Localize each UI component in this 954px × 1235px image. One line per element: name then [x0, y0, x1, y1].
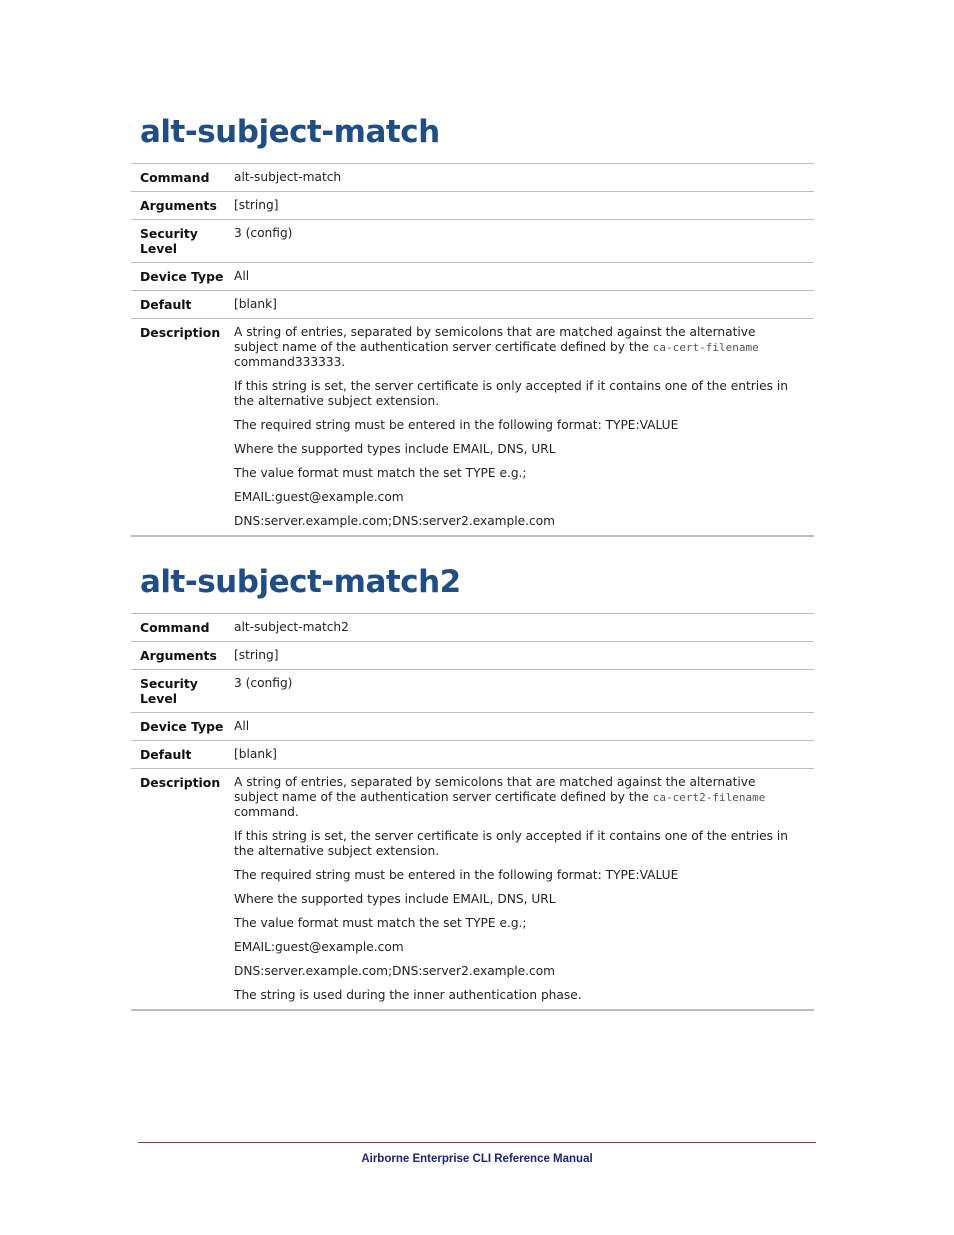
row-label	[131, 220, 234, 262]
row-label-line: Security	[140, 676, 198, 691]
description-paragraph: DNS:server.example.com;DNS:server2.example.com	[234, 514, 556, 528]
description-text: A string of entries, separated by semicolons that are matched against the alternative subject name of the authentication server certificate defined by the	[234, 775, 756, 804]
row-label-line: Security	[140, 226, 198, 241]
row-label	[131, 670, 234, 712]
footer-divider	[138, 1142, 816, 1143]
row-value: [blank]	[234, 297, 277, 311]
table-row	[131, 669, 814, 712]
description-paragraph	[234, 325, 802, 370]
table-row	[131, 290, 814, 318]
row-value: 3 (config)	[234, 226, 293, 240]
row-value: All	[234, 719, 250, 733]
description-value	[234, 769, 814, 1009]
row-value: alt-subject-match2	[234, 620, 349, 634]
row-value: 3 (config)	[234, 676, 293, 690]
table-row	[131, 641, 814, 669]
row-label-line: Level	[140, 691, 178, 706]
row-label: Device Type	[140, 269, 224, 284]
row-label: Description	[140, 325, 221, 340]
table-row	[131, 219, 814, 262]
table-row	[131, 614, 814, 641]
row-label-line: Level	[140, 241, 178, 256]
description-text: command.	[234, 805, 299, 819]
description-paragraph: DNS:server.example.com;DNS:server2.example.com	[234, 964, 556, 978]
row-label: Command	[140, 620, 210, 635]
row-value: [blank]	[234, 747, 277, 761]
table-row	[131, 262, 814, 290]
row-value: All	[234, 269, 250, 283]
row-label: Default	[140, 297, 192, 312]
row-value: [string]	[234, 648, 279, 662]
table-row	[131, 768, 814, 1009]
description-text: A string of entries, separated by semicolons that are matched against the alternative subject name of the authentication server certificate defined by the	[234, 325, 756, 354]
description-paragraph: The value format must match the set TYPE e.g.;	[234, 916, 527, 930]
section-title: alt-subject-match2	[140, 564, 461, 600]
table-row	[131, 740, 814, 768]
description-paragraph: If this string is set, the server certificate is only accepted if it contains one of the entries in the alternative subject extension.	[234, 379, 789, 408]
row-label: Command	[140, 170, 210, 185]
row-label: Default	[140, 747, 192, 762]
table-row	[131, 712, 814, 740]
description-paragraph: The required string must be entered in the following format: TYPE:VALUE	[234, 868, 679, 882]
description-value	[234, 319, 814, 535]
command-table	[131, 163, 814, 537]
inline-code: ca-cert-filename	[652, 341, 759, 354]
table-row	[131, 318, 814, 535]
row-label: Description	[140, 775, 221, 790]
section-title: alt-subject-match	[140, 114, 440, 150]
row-label: Arguments	[140, 648, 217, 663]
description-text: command333333.	[234, 355, 346, 369]
description-paragraph: Where the supported types include EMAIL, DNS, URL	[234, 892, 556, 906]
row-value: alt-subject-match	[234, 170, 342, 184]
command-table	[131, 613, 814, 1011]
row-label: Arguments	[140, 198, 217, 213]
description-paragraph: The required string must be entered in the following format: TYPE:VALUE	[234, 418, 679, 432]
inline-code: ca-cert2-filename	[652, 791, 766, 804]
description-paragraph: The string is used during the inner authentication phase.	[234, 988, 582, 1002]
description-paragraph: Where the supported types include EMAIL, DNS, URL	[234, 442, 556, 456]
description-paragraph: EMAIL:guest@example.com	[234, 940, 404, 954]
description-paragraph	[234, 775, 802, 820]
description-paragraph: The value format must match the set TYPE e.g.;	[234, 466, 527, 480]
command-section	[131, 112, 814, 537]
description-paragraph: EMAIL:guest@example.com	[234, 490, 404, 504]
table-row	[131, 164, 814, 191]
command-section	[131, 562, 814, 1011]
row-label: Device Type	[140, 719, 224, 734]
row-value: [string]	[234, 198, 279, 212]
description-paragraph: If this string is set, the server certificate is only accepted if it contains one of the entries in the alternative subject extension.	[234, 829, 789, 858]
table-row	[131, 191, 814, 219]
footer-title: Airborne Enterprise CLI Reference Manual	[361, 1153, 593, 1165]
